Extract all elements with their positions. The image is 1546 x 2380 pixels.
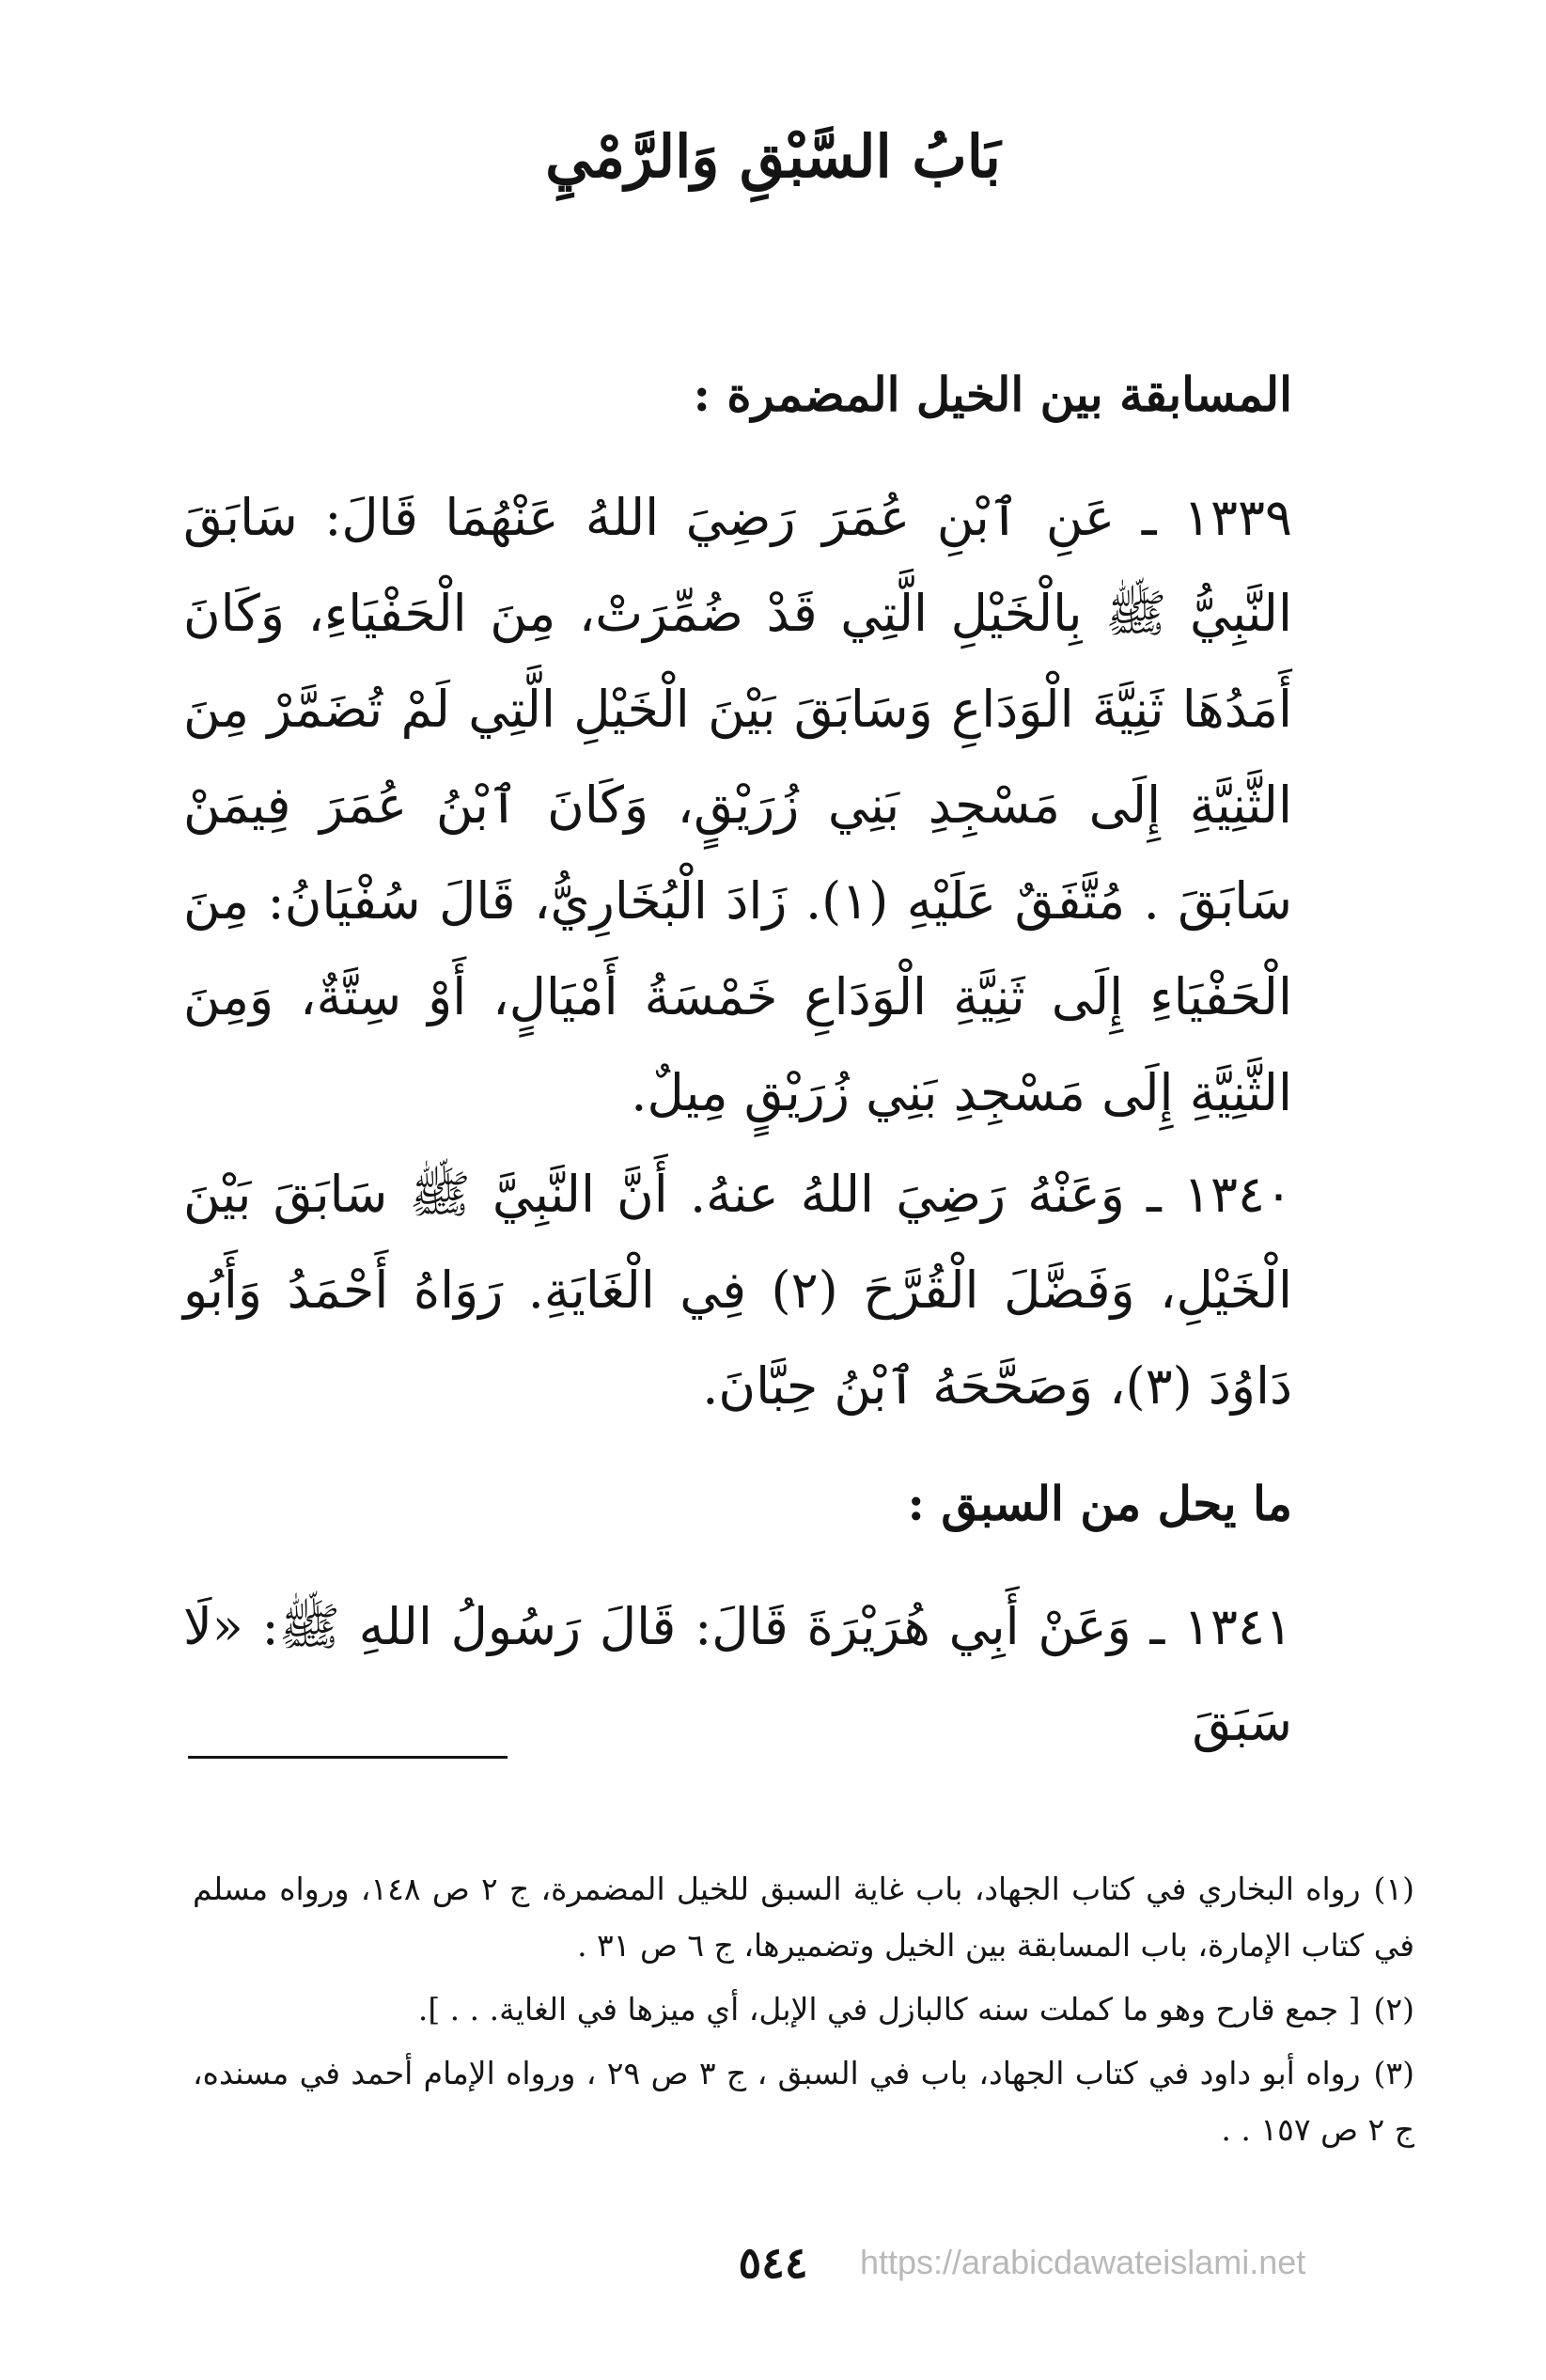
footnote-2 xyxy=(193,1981,1414,2038)
footnote-number: (١) xyxy=(1373,1871,1414,1907)
hadith-1341: ١٣٤١ ـ وَعَنْ أَبِي هُرَيْرَةَ قَالَ: قَالَ رَسُولُ اللهِ ﷺ: «لَا سَبَقَ xyxy=(183,1597,1292,1752)
hadith-1340: ١٣٤٠ ـ وَعَنْهُ رَضِيَ اللهُ عنهُ. أَنَّ النَّبِيَّ ﷺ سَابَقَ بَيْنَ الْخَيْلِ، وَفَضَّلَ الْقُرَّحَ (٢) فِي الْغَايَةِ. رَوَاهُ أَحْمَدُ وَأَبُو دَاوُدَ (٣)، وَصَحَّحَهُ ٱبْنُ حِبَّانَ. xyxy=(183,1165,1292,1416)
footnote-text: رواه أبو داود في كتاب الجهاد، باب في السبق ، ج ٣ ص ٢٩ ، ورواه الإمام أحمد في مسنده، ج ٢ ص ١٥٧ . . xyxy=(193,2055,1414,2148)
section-heading-horse-racing: المسابقة بين الخيل المضمرة : xyxy=(693,367,1292,422)
footnote-text: [ جمع قارح وهو ما كملت سنه كالبازل في الإبل، أي ميزها في الغاية. . . ]. xyxy=(417,1991,1361,2028)
section-heading-permitted-prizes: ما يحل من السبق : xyxy=(907,1476,1292,1531)
website-watermark: https://arabicdawateislami.net xyxy=(860,2243,1306,2281)
footnote-1 xyxy=(193,1861,1414,1974)
page-number: ٥٤٤ xyxy=(738,2237,808,2288)
footnotes xyxy=(193,1861,1414,2166)
footnote-text: رواه البخاري في كتاب الجهاد، باب غاية السبق للخيل المضمرة، ج ٢ ص ١٤٨، ورواه مسلم في كتاب الإمارة، باب المسابقة بين الخيل وتضميرها، ج ٦ ص ٣١ . xyxy=(193,1871,1414,1964)
hadith-1339: ١٣٣٩ ـ عَنِ ٱبْنِ عُمَرَ رَضِيَ اللهُ عَنْهُمَا قَالَ: سَابَقَ النَّبِيُّ ﷺ بِالْخَيْلِ الَّتِي قَدْ ضُمِّرَتْ، مِنَ الْحَفْيَاءِ، وَكَانَ أَمَدُهَا ثَنِيَّةَ الْوَدَاعِ وَسَابَقَ بَيْنَ الْخَيْلِ الَّتِي لَمْ تُضَمَّرْ مِنَ الثَّنِيَّةِ إِلَى مَسْجِدِ بَنِي زُرَيْقٍ، وَكَانَ ٱبْنُ عُمَرَ فِيمَنْ سَابَقَ . مُتَّفَقٌ عَلَيْهِ (١). زَادَ الْبُخَارِيُّ، قَالَ سُفْيَانُ: مِنَ الْحَفْيَاءِ إِلَى ثَنِيَّةِ الْوَدَاعِ خَمْسَةُ أَمْيَالٍ، أَوْ سِتَّةٌ، وَمِنَ الثَّنِيَّةِ إِلَى مَسْجِدِ بَنِي زُرَيْقٍ مِيلٌ. xyxy=(183,488,1293,1122)
chapter-title: بَابُ السَّبْقِ وَالرَّمْيِ xyxy=(545,122,1001,191)
footnote-3 xyxy=(193,2045,1414,2158)
footnote-number: (٣) xyxy=(1373,2055,1415,2091)
footnote-divider xyxy=(188,1756,508,1759)
footnote-number: (٢) xyxy=(1373,1991,1414,2028)
